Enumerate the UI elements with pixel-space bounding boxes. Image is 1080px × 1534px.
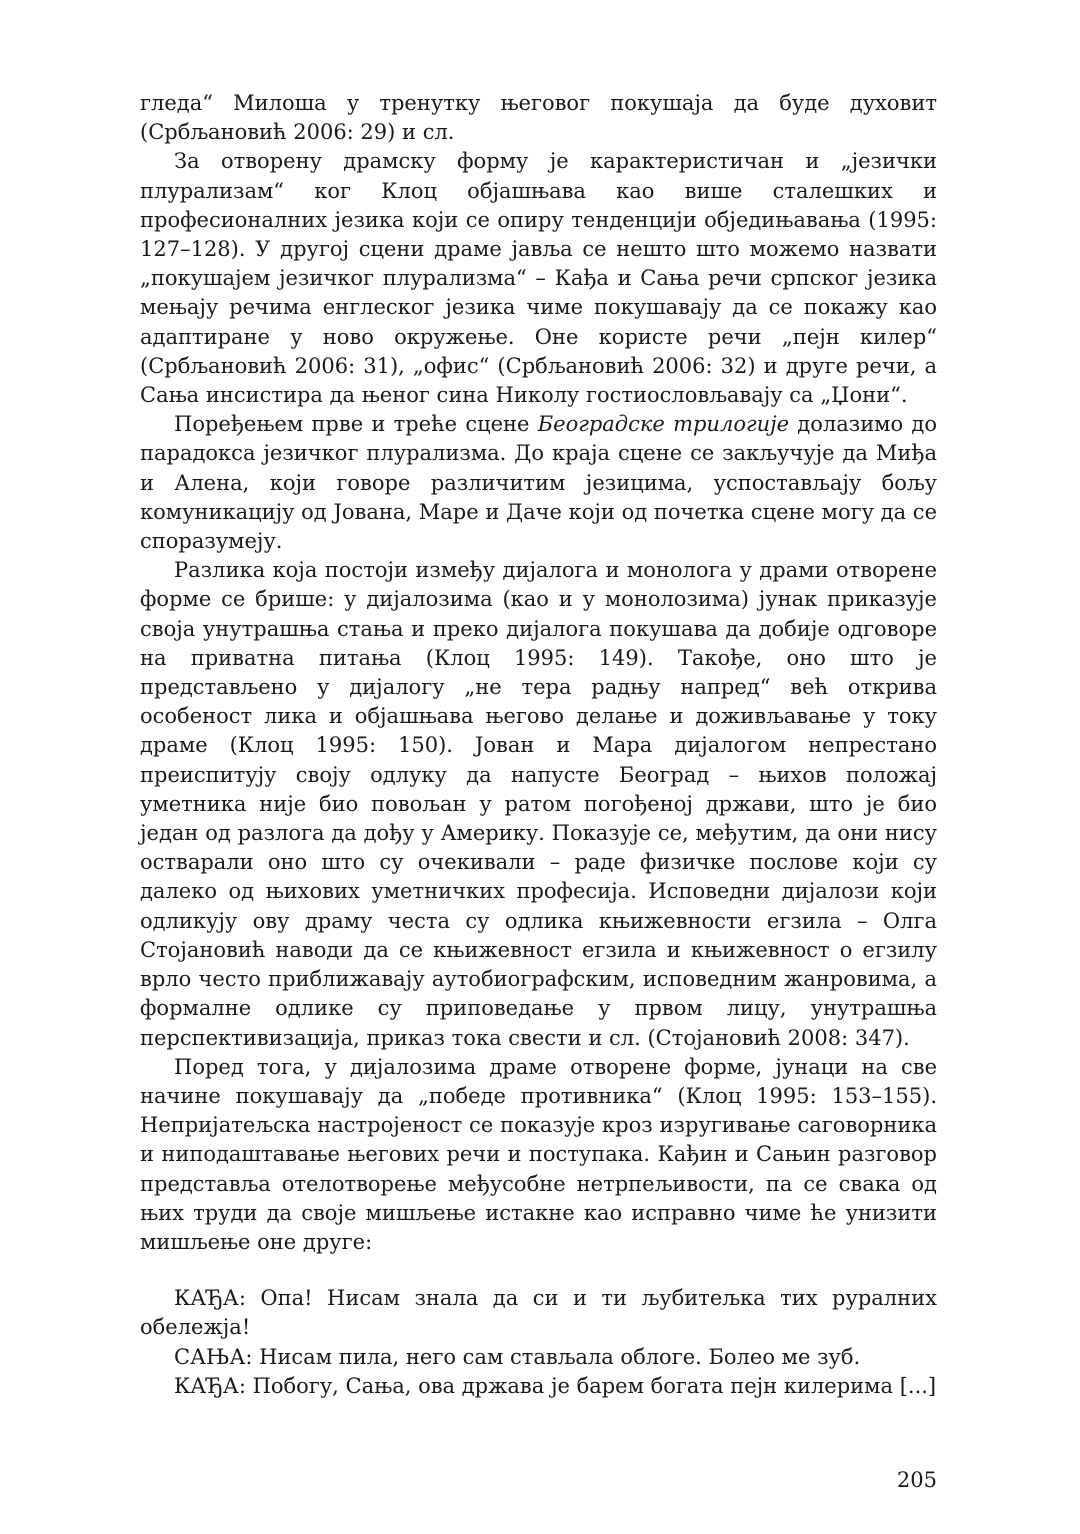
dialogue-line: КАЂА: Побогу, Сања, ова држава је барем богата пејн килерима [...] xyxy=(174,1373,937,1398)
dialogue-spacer xyxy=(140,1257,937,1284)
paragraph: гледа“ Милоша у тренутку његовог покушаја да буде духовит (Србљановић 2006: 29) и сл. xyxy=(140,91,937,145)
paragraph: За отворену драмску форму је карактеристичан и „језички плурализам“ ког Клоц објашњава као више сталешких и професионалних језика који се опиру тенденцији обједињавања (1995: 127–128). У другој сцени драме јавља се нешто што можемо назвати „покушајем језичког плурализма“ – Кађа и Сања речи српског језика мењају речима енглеског језика чиме покушавају да се покажу као адаптиране у ново окружење. Оне користе речи „пејн килер“ (Србљановић 2006: 31), „офис“ (Србљановић 2006: 32) и друге речи, а Сања инсистира да њеног сина Николу гостиословљавају са „Џони“. xyxy=(140,149,937,408)
paragraph: Поред тога, у дијалозима драме отворене форме, јунаци на све начине покушавају да „победе противника“ (Клоц 1995: 153–155). Непријатељска настројеност се показује кроз изругивање саговорника и ниподаштавање његових речи и поступака. Кађин и Сањин разговор представља отелотворење међусобне нетрпељивости, па се свака од њих труди да своје мишљење истакне као исправно чиме ће унизити мишљење оне друге: xyxy=(140,1054,937,1254)
book-title-italic: Београдске трилогије xyxy=(537,412,790,437)
body-text xyxy=(140,89,937,1401)
paragraph-text: долазимо до парадокса језичког плурализма. До краја сцене се закључује да Миђа и Алена, који говоре различитим језицима, успостављају бољу комуникацију од Јована, Маре и Даче који од почетка сцене могу да се споразумеју. xyxy=(140,412,937,554)
dialogue-line: САЊА: Нисам пила, него сам стављала облоге. Болео ме зуб. xyxy=(174,1344,861,1369)
paragraph-text: Поређењем прве и треће сцене xyxy=(174,412,538,437)
paragraph xyxy=(140,410,937,556)
dialogue-line: КАЂА: Опа! Нисам знала да си и ти љубитељка тих руралних обележја! xyxy=(140,1286,937,1340)
page-number: 205 xyxy=(896,1468,937,1492)
paragraph: Разлика која постоји између дијалога и монолога у драми отворене форме се брише: у дијалозима (као и у монолозима) јунак приказује своја унутрашња стања и преко дијалога покушава да добије одговоре на приватна питања (Клоц 1995: 149). Такође, оно што је представљено у дијалогу „не тера радњу напред“ већ открива особеност лика и објашњава његово делање и доживљавање у току драме (Клоц 1995: 150). Јован и Мара дијалогом непрестано преиспитују своју одлуку да напусте Београд – њихов положај уметника није био повољан у ратом погођеној држави, што је био један од разлога да дођу у Америку. Показује се, међутим, да они нису остварали оно што су очекивали – раде физичке послове који су далеко од њихових уметничких професија. Исповедни дијалози који одликују ову драму честа су одлика књижевности егзила – Олга Стојановић наводи да се књижевност егзила и књижевност о егзилу врло често приближавају аутобиографским, исповедним жанровима, а формалне одлике су приповедање у првом лицу, унутрашња перспективизација, приказ тока свести и сл. (Стојановић 2008: 347). xyxy=(140,558,937,1050)
